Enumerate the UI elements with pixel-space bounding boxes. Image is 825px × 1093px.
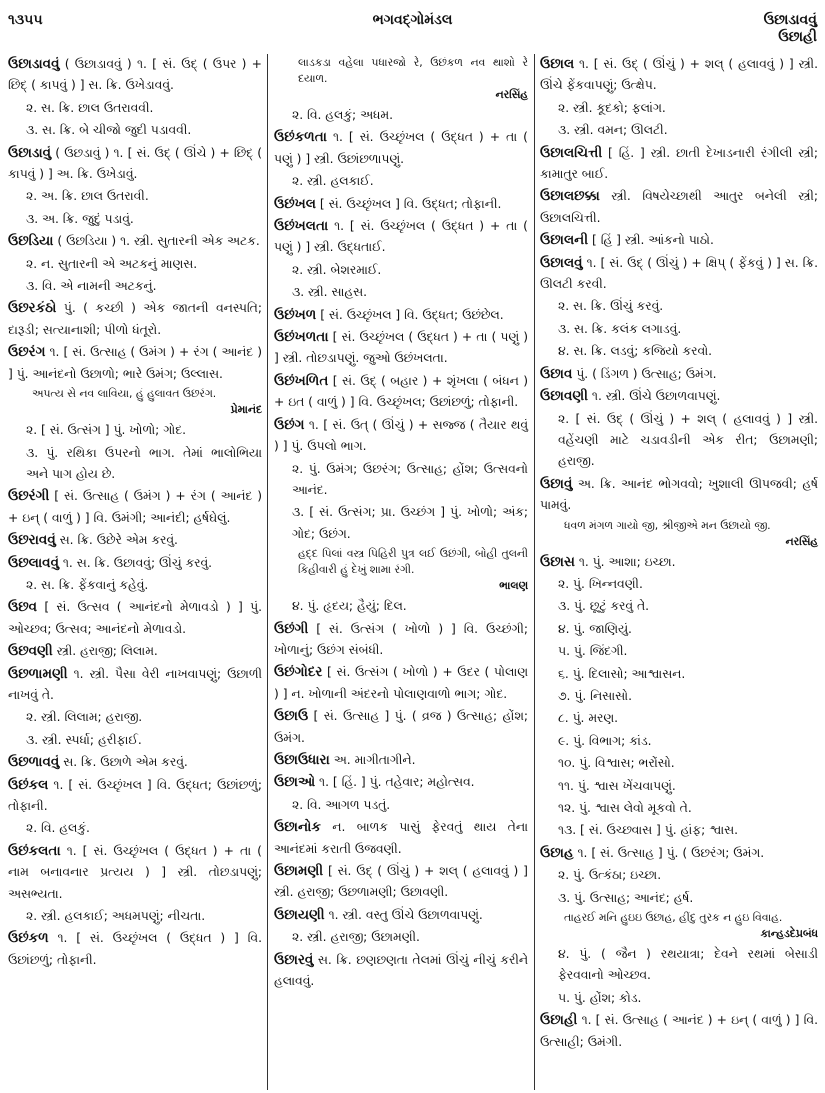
entry-headword: ઉછવણી	[8, 643, 53, 660]
entry-sense: ૨. અ. ક્રિ. છાલ ઉતરાવી.	[26, 189, 149, 204]
dictionary-entry	[8, 841, 262, 905]
dictionary-entry	[274, 327, 528, 370]
entry-headword: ઉછંખળિત	[274, 372, 329, 389]
entry-headword: ઉછાયણી	[274, 906, 325, 923]
entry-headword: ઉછાહ	[540, 844, 574, 861]
citation-quote	[8, 386, 262, 418]
dictionary-entry	[274, 905, 528, 926]
dictionary-entry	[540, 386, 818, 407]
entry-definition: [ સં. ઉદ્ ( બહાર ) + શૃંખલા ( બંધન ) + ઇત ( વાળું ) ] વિ. ઉચ્છૃંખલ; ઉછાંછળું; તોફાની.	[274, 373, 528, 410]
entry-headword: ઉછાઉ	[274, 708, 309, 725]
entry-definition: ૧. [ સં. ઉદ્ ( ઊંચું ) + શલ્ ( હલાવવું ) ] સ્ત્રી. ઊંચે ફેંકવાપણું; ઉત્ક્ષેપ.	[540, 57, 818, 93]
entry-sense: ૧૦. પું. વિશ્વાસ; ભરોંસો.	[558, 756, 675, 771]
entry-sense: ૩. અ. ક્રિ. જુદું પડાવું.	[26, 211, 134, 226]
entry-sense: ૫. પું. જિંદગી.	[558, 644, 628, 659]
entry-definition: સ્ત્રી. હરાજી; લિલામ.	[56, 644, 158, 659]
entry-definition: ૧. [ સં. ઉચ્છૃંખલ ( ઉદ્ધત ) + તા ( નામ બનાવનાર પ્રત્યય ) ] સ્ત્રી. તોછડાપણું; અસભ્યતા.	[8, 843, 262, 901]
entry-definition: ન. બાળક પાસું ફેરવતું થાય તેના આનંદમાં કરાતી ઉજવણી.	[274, 820, 528, 856]
entry-definition: ૧. સ્ત્રી. પૈસા વેરી નાખવાપણું; ઉછાળી નાખવું તે.	[8, 666, 262, 702]
citation-quote	[540, 518, 818, 550]
dictionary-entry	[274, 415, 528, 458]
entry-headword: ઉછંગોદર	[274, 664, 323, 681]
entry-definition: સ. ક્રિ. છણછણતા તેલમાં ઊંચું નીચું કરીને હલાવવું.	[274, 952, 528, 989]
entry-sense: ૨. [ સં. ઉત્સંગ ] પું. ખોળો; ગોદ.	[26, 423, 187, 438]
entry-sense: ૪. પું. ( જૈન ) રથયાત્રા; દેવને રથમાં બેસાડી ફેરવવાનો ઓચ્છવ.	[558, 947, 818, 983]
entry-headword: ઉછંગ	[274, 416, 305, 433]
dictionary-entry	[8, 298, 262, 341]
dictionary-entry	[8, 342, 262, 385]
entry-headword: ઉછાઉધારા	[274, 751, 330, 768]
quote-text: હદ્દ પિલાં વસ્ત્ર પિહિરી પુત્ર લઈ ઉછંગી, બોહી તુલની કિહીવારી હું દેખું શામા રંગી.	[298, 547, 528, 577]
entry-definition: પું. ( ડિંગળ ) ઉત્સાહ; ઉમંગ.	[576, 366, 717, 381]
entry-definition: ૧. પું. આશા; ઇચ્છા.	[578, 554, 676, 569]
entry-headword: ઉછળામણી	[8, 665, 68, 682]
entry-sense: ૩. સ્ત્રી. સ્પર્ધા; હરીફાઈ.	[26, 732, 142, 747]
dictionary-entry	[8, 54, 262, 97]
quote-text: ધવળ મંગળ ગાયો જી, શ્રીજીએ મન ઉછાયો જી.	[564, 518, 771, 532]
entry-headword: ઉછાવ	[540, 365, 573, 382]
guide-word-last: ઉછાહી	[778, 29, 817, 45]
dictionary-entry	[540, 474, 818, 517]
quote-attribution: નરસિંહ	[495, 88, 528, 101]
entry-definition: [ સં. ઉત્સાહ ( ઉમંગ ) + રંગ ( આનંદ ) + ઇન્ ( વાળું ) ] વિ. ઉમંગી; આનંદી; હર્ષઘેલું.	[8, 489, 262, 525]
entry-headword: ઉછંખળ	[274, 306, 317, 323]
entry-headword: ઉછાડાવવું	[8, 56, 60, 72]
dictionary-entry	[540, 364, 818, 385]
entry-headword: ઉછંખળતા	[274, 329, 329, 346]
entry-headword: ઉછંખલ	[274, 195, 316, 212]
entry-sense: ૨. પું. ઉમંગ; ઉછરંગ; ઉત્સાહ; હોંશ; ઉત્સવનો આનંદ.	[292, 461, 528, 497]
citation-quote	[274, 546, 528, 594]
column-divider	[267, 54, 268, 1090]
entry-headword: ઉછાઓ	[274, 774, 316, 791]
entry-sense: ૪. પું. જાણિયું.	[558, 621, 632, 636]
entry-sense: ૬. પું. દિલાસો; આશ્વાસન.	[558, 666, 686, 681]
guide-word-first: ઉછાડાવવું	[763, 12, 817, 28]
dictionary-entry	[274, 371, 528, 414]
entry-sense: ૨. ન. સુતારની એ અટકનું માણસ.	[26, 256, 198, 271]
dictionary-entry	[540, 552, 818, 573]
entry-sense: ૩. પું. છૂટું કરવું તે.	[558, 599, 650, 614]
entry-definition: પું. ( કચ્છી ) એક જાતની વનસ્પતિ; દારૂડી; સત્યાનાશી; પીળો ધંતૂરો.	[8, 301, 262, 337]
entry-definition: ૧. સ. ક્રિ. ઉછાવવું; ઊંચું કરવું.	[62, 555, 213, 570]
entry-sense: ૯. પું. વિભાગ; કાંડ.	[558, 733, 652, 748]
entry-sense: ૨. સ. ક્રિ. ઊંચું કરવું.	[558, 299, 664, 314]
guide-words	[764, 12, 817, 46]
entry-headword: ઉછળાવવું	[8, 754, 60, 771]
dictionary-entry	[540, 54, 818, 97]
entry-headword: ઉછંકલતા	[8, 842, 61, 859]
entry-sense: ૩. સ્ત્રી. સાહસ.	[292, 285, 368, 300]
entry-definition: ૧. [ હિં. ] પું. તહેવાર; મહોત્સવ.	[319, 775, 475, 790]
entry-definition: ૧. [ સં. ઉત્સાહ ( આનંદ ) + ઇન્ ( વાળું ) ] વિ. ઉત્સાહી; ઉમંગી.	[540, 1013, 818, 1049]
entry-sense: ૨. સ્ત્રી. કૂદકો; ફલાંગ.	[558, 100, 666, 115]
entry-headword: ઉછાવું	[540, 475, 573, 492]
entry-sense: ૧૧. પું. શ્વાસ ખેંચવાપણું.	[558, 778, 676, 793]
entry-definition: [ સં. ઉચ્છૃંખલ ] વિ. ઉદ્ધત; તોફાની.	[319, 196, 502, 211]
dictionary-entry	[8, 928, 262, 971]
entry-definition: સ્ત્રી. વિષયેચ્છાથી આતુર બનેલી સ્ત્રી; ઉછાલચિત્તી.	[540, 189, 818, 225]
entry-definition: [ હિં ] સ્ત્રી. આંકનો પાઠો.	[592, 233, 714, 248]
dictionary-entry	[540, 143, 818, 186]
entry-sense: ૨. [ સં. ઉદ્ ( ઊંચું ) + શલ્ ( હલાવવું ) ] સ્ત્રી. વહેંચણી માટે ચડાવડીની એક રીત; ઉછામણી; હરાજી.	[558, 411, 818, 469]
entry-definition: [ સં. ઉદ્ ( ઊંચું ) + શલ્ ( હલાવવું ) ] સ્ત્રી. હરાજી; ઉછળામણી; ઉછાવણી.	[274, 864, 528, 900]
entry-definition: ( ઉછાડાવવું ) ૧. [ સં. ઉદ્ ( ઉપર ) + છિદ્ ( કાપવું ) ] સ. ક્રિ. ઉખેડાવવું.	[8, 57, 262, 93]
dictionary-entry	[8, 664, 262, 707]
dictionary-entry	[8, 641, 262, 662]
entry-definition: [ સં. ઉત્સવ ( આનંદનો મેળાવડો ) ] પું. ઓચ્છવ; ઉત્સવ; આનંદનો મેળાવડો.	[8, 600, 262, 636]
citation-quote	[274, 55, 528, 103]
entry-sense: ૨. સ્ત્રી. હલકાઈ; અધમપણું; નીચતા.	[26, 909, 206, 924]
entry-definition: ૧. [ સં. ઉચ્છૃંખલ ( ઉદ્ધત ) ] વિ. ઉછાંછળું; તોફાની.	[8, 931, 262, 967]
dictionary-entry	[274, 750, 528, 771]
entry-sense: ૨. સ્ત્રી. બેશરમાઈ.	[292, 262, 382, 277]
citation-quote	[540, 910, 818, 942]
entry-definition: ( ઉછડિયા ) ૧. સ્ત્રી. સુતારની એક અટક.	[57, 234, 260, 249]
entry-sense: ૩. પું. રથિકા ઉપરનો ભાગ. તેમાં ભાલોભિયા અને પાગ હોય છે.	[26, 445, 262, 481]
entry-headword: ઉછામણી	[274, 863, 324, 879]
dictionary-entry	[540, 186, 818, 229]
entry-headword: ઉછાડાવું	[8, 144, 52, 161]
quote-attribution: કાન્હડદેપ્રબંધ	[760, 927, 818, 941]
dictionary-entry	[274, 619, 528, 662]
entry-definition: [ સં. ઉચ્છૃંખલ ] વિ. ઉદ્ધત; ઉછંછેલ.	[320, 307, 504, 322]
dictionary-entry	[540, 843, 818, 864]
entry-definition: [ સં. ઉચ્છૃંખલ ( ઉદ્ધત ) + તા ( પણું ) ] સ્ત્રી. તોછડાપણું. જુઓ ઉછંખલતા.	[274, 330, 528, 366]
entry-definition: ૧. [ સં. ઉચ્છૃંખલ ( ઉદ્ધત ) + તા ( પણું ) ] સ્ત્રી. ઉદ્ધતાઈ.	[274, 219, 528, 255]
entry-definition: ૧. [ સં. ઉત્સાહ ] પું. ( ઉછરંગ; ઉમંગ.	[577, 845, 765, 860]
entry-headword: ઉછંકળતા	[274, 129, 327, 146]
entry-sense: ૨. વિ. હલકું; અધમ.	[292, 108, 394, 122]
dictionary-entry	[540, 230, 818, 251]
page-number: ૧૩૫૫	[8, 12, 43, 28]
entry-headword: ઉછંકલ	[8, 776, 49, 793]
column-3	[540, 54, 818, 1054]
entry-headword: ઉછાવણી	[540, 388, 588, 405]
dictionary-entry	[540, 1010, 818, 1053]
entry-sense: ૩. પું. ઉત્સાહ; આનંદ; હર્ષ.	[558, 890, 694, 905]
dictionary-entry	[8, 530, 262, 551]
entry-headword: ઉછંગી	[274, 620, 309, 637]
entry-headword: ઉછવ	[8, 599, 38, 616]
dictionary-entry	[274, 194, 528, 215]
entry-definition: [ સં. ઉત્સાહ ] પું. ( વ્રજ ) ઉત્સાહ; હોંશ; ઉમંગ.	[274, 709, 528, 745]
dictionary-entry	[274, 216, 528, 259]
entry-headword: ઉછરાવવું	[8, 532, 56, 549]
dictionary-entry	[274, 950, 528, 993]
entry-definition: ૧. [ સં. ઉત્ ( ઊંચું ) + સજ્જ ( તૈયાર થવું ) ] પું. ઉપલો ભાગ.	[274, 417, 528, 454]
entry-headword: ઉછંખલતા	[274, 218, 329, 235]
dictionary-entry	[274, 305, 528, 326]
entry-sense: ૩. સ. ક્રિ. બે ચીજો જુદી પડાવવી.	[26, 123, 192, 138]
entry-sense: ૮. પું. મરણ.	[558, 711, 619, 726]
column-divider	[534, 54, 535, 1090]
quote-text: અપત્ય સે નવ લાવિયા, હું હુલાવત ઉછરંગ.	[32, 387, 217, 401]
dictionary-entry	[274, 861, 528, 904]
entry-definition: [ સં. ઉત્સંગ ( ખોળો ) + ઉદર ( પોલાણ ) ] ન. ખોળાની અંદરનો પોલાણવાળો ભાગ; ગોદ.	[274, 665, 528, 701]
quote-attribution: ભાલણ	[499, 579, 528, 593]
entry-headword: ઉછડિયા	[8, 233, 54, 250]
entry-sense: ૩. વિ. એ નામની અટકનું.	[26, 279, 157, 294]
entry-definition: સ. ક્રિ. ઉછાળે એમ કરવું.	[63, 755, 188, 770]
dictionary-entry	[274, 817, 528, 860]
entry-headword: ઉછાલ	[540, 56, 575, 72]
entry-sense: ૩. [ સં. ઉત્સંગ; પ્રા. ઉચ્છંગ ] પું. ખોળો; અંક; ગોદ; ઉછંગ.	[292, 505, 528, 541]
entry-definition: [ સં. ઉત્સંગ ( ખોળો ) ] વિ. ઉચ્છંગી; ખોળાનું; ઉછંગ સંબંધી.	[274, 621, 528, 657]
quote-attribution: નરસિંહ	[785, 534, 818, 548]
entry-sense: ૭. પું. નિસાસો.	[558, 688, 633, 703]
entry-sense: ૨. પું. ઉત્કંઠા; ઇચ્છા.	[558, 868, 662, 883]
entry-definition: ૧. [ સં. ઉચ્છૃંખલ ( ઉદ્ધત ) + તા ( પણું ) ] સ્ત્રી. ઉછાંછળાપણું.	[274, 130, 528, 166]
entry-definition: ૧. [ સં. ઉત્સાહ ( ઉમંગ ) + રંગ ( આનંદ ) ] પું. આનંદનો ઉછાળો; ભારે ઉમંગ; ઉલ્લાસ.	[8, 345, 262, 381]
entry-definition: અ. માગીતાગીને.	[333, 752, 416, 767]
dictionary-entry	[8, 143, 262, 186]
entry-definition: ૧. સ્ત્રી. વસ્તુ ઊંચે ઉછાળવાપણું.	[328, 907, 483, 922]
entry-headword: ઉછરંગ	[8, 344, 46, 361]
dictionary-entry	[274, 772, 528, 793]
dictionary-entry	[274, 127, 528, 170]
entry-headword: ઉછાલની	[540, 232, 589, 249]
entry-headword: ઉછાહી	[540, 1012, 578, 1029]
dictionary-entry	[274, 662, 528, 705]
entry-sense: ૪. પું. હૃદય; હૈયું; દિલ.	[292, 599, 407, 614]
entry-definition: અ. ક્રિ. આનંદ ભોગવવો; ખુશાલી ઊપજવી; હર્ષ પામવું.	[540, 476, 818, 513]
entry-definition: ૧. સ્ત્રી. ઊંચે ઉછાળવાપણું.	[591, 389, 721, 404]
dictionary-entry	[8, 597, 262, 640]
entry-headword: ઉછંકળ	[8, 930, 49, 947]
entry-headword: ઉછરકંઠો	[8, 300, 57, 317]
entry-definition: [ હિં. ] સ્ત્રી. છાતી દેખાડનારી રંગીલી સ્ત્રી; કામાતુર બાઈ.	[540, 145, 818, 182]
entry-definition: ૧. [ સં. ઉચ્છૃંખલ ] વિ. ઉદ્ધત; ઉછાંછળું; તોફાની.	[8, 777, 262, 813]
dictionary-entry	[8, 553, 262, 574]
entry-sense: ૨. પું. ખિન્નવણી.	[558, 576, 643, 591]
column-2	[274, 54, 528, 993]
entry-headword: ઉછાલવું	[540, 254, 583, 271]
entry-sense: ૫. પું. હોંશ; કોડ.	[558, 990, 642, 1005]
entry-sense: ૨. વિ. હલકું.	[26, 821, 90, 836]
entry-headword: ઉછલાવવું	[8, 554, 59, 571]
entry-sense: ૨. સ્ત્રી. હલકાઈ.	[292, 174, 374, 189]
entry-sense: ૨. સ. ક્રિ. ફેંકવાનું કહેવું.	[26, 577, 149, 592]
dictionary-entry	[540, 253, 818, 296]
entry-sense: ૪. સ. ક્રિ. લડવું; કજિયો કરવો.	[558, 344, 713, 359]
dictionary-entry	[8, 752, 262, 773]
entry-sense: ૨. સ. ક્રિ. છાલ ઉતરાવવી.	[26, 100, 154, 115]
entry-sense: ૧૩. [ સં. ઉચ્છ્વાસ ] પું. હાંફ; શ્વાસ.	[558, 823, 739, 838]
entry-headword: ઉછાલચિત્તી	[540, 144, 603, 161]
dictionary-entry	[8, 775, 262, 818]
entry-headword: ઉછાસ	[540, 553, 575, 570]
entry-sense: ૨. વિ. આગળ પડતું.	[292, 797, 391, 812]
column-1	[8, 54, 262, 972]
quote-attribution: પ્રેમાનંદ	[230, 403, 262, 417]
dictionary-entry	[8, 486, 262, 529]
entry-sense: ૨. સ્ત્રી. હરાજી; ઉછામણી.	[292, 930, 420, 945]
dictionary-entry	[8, 231, 262, 252]
entry-definition: ૧. [ સં. ઉદ્ ( ઊંચું ) + ક્ષિપ્ ( ફેંકવું ) ] સ. ક્રિ. ઊલટી કરવી.	[540, 255, 818, 292]
entry-definition: ( ઉછડાવું ) ૧. [ સં. ઉદ્ ( ઊંચે ) + છિદ્ ( કાપવું ) ] અ. ક્રિ. ઉખેડાવું.	[8, 145, 262, 182]
quote-text: લાડકડા વહેલા પધારજો રે, ઉછંકળ નવ થાશો રે દયાળ.	[298, 56, 528, 85]
book-title: ભગવદ્ગોમંડલ	[372, 12, 453, 28]
entry-headword: ઉછરંગી	[8, 488, 50, 505]
quote-text: તાહરઈ મનિ હુઇઇ ઉછાહ, હીંદુ તુરક ન હુઇ વિવાહ.	[564, 911, 783, 925]
entry-headword: ઉછાનોક	[274, 819, 321, 836]
entry-headword: ઉછાલછક્કા	[540, 188, 600, 205]
entry-sense: ૧૨. પું. શ્વાસ લેવો મૂકવો તે.	[558, 801, 692, 815]
entry-sense: ૩. સ્ત્રી. વમન; ઊલટી.	[558, 123, 668, 138]
entry-definition: સ. ક્રિ. ઉછેરે એમ કરવું.	[59, 533, 178, 548]
dictionary-entry	[274, 706, 528, 749]
entry-sense: ૨. સ્ત્રી. લિલામ; હરાજી.	[26, 710, 143, 725]
entry-headword: ઉછારવું	[274, 951, 314, 968]
entry-sense: ૩. સ. ક્રિ. કલંક લગાડવું.	[558, 321, 682, 336]
